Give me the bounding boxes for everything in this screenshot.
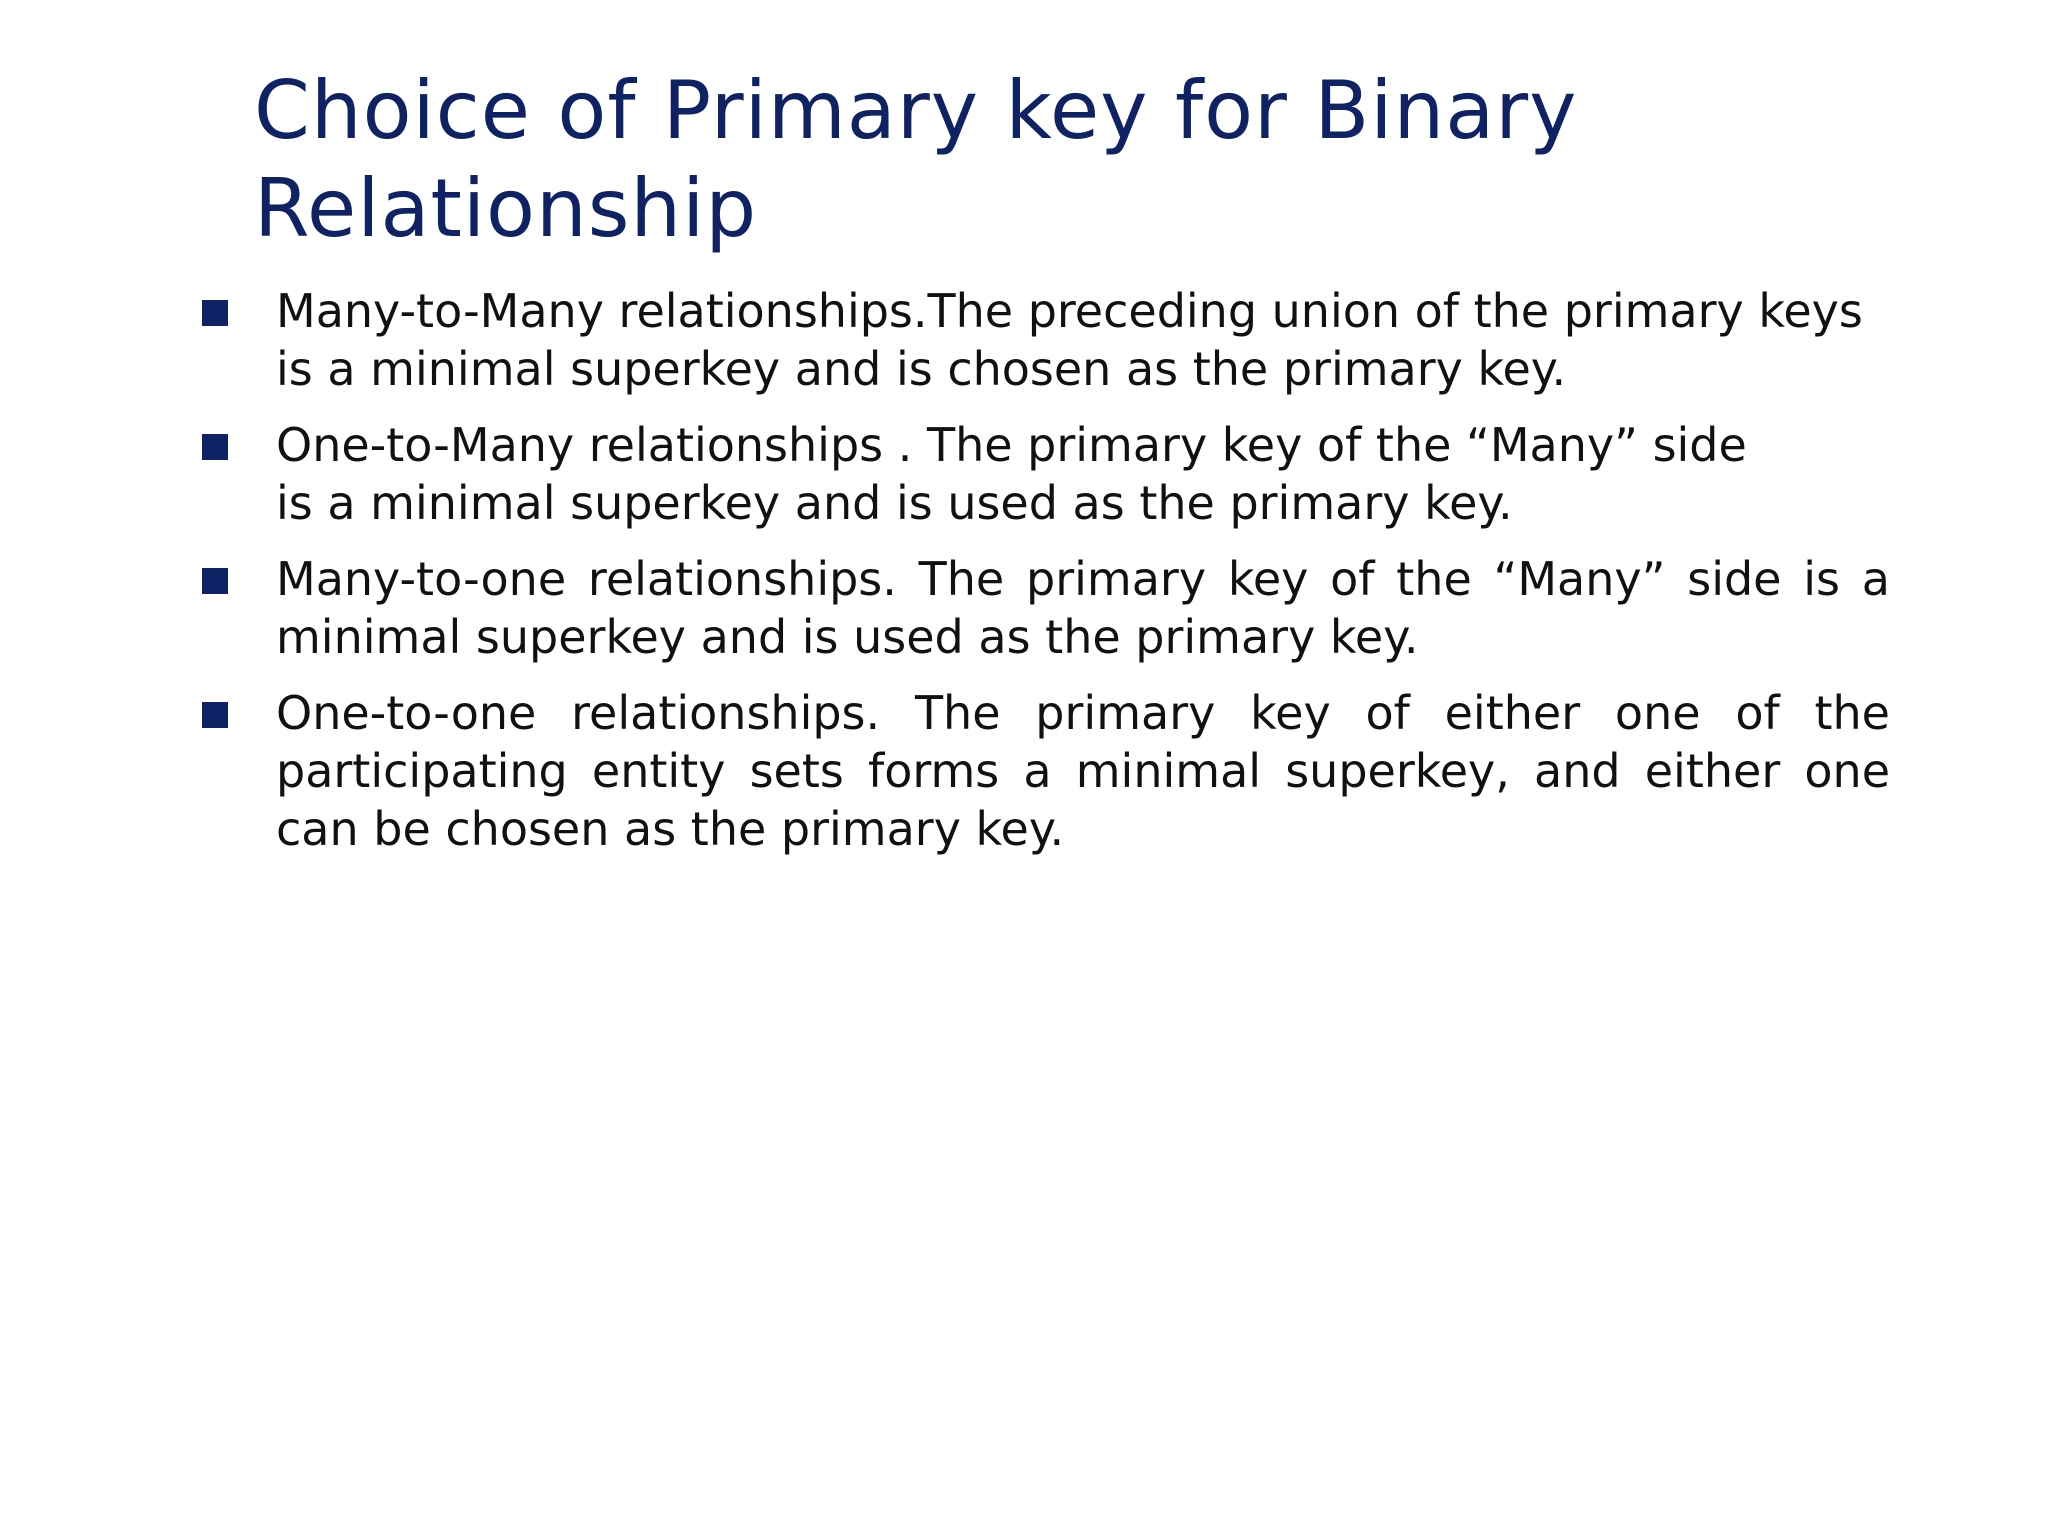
square-bullet-icon	[202, 702, 228, 728]
square-bullet-icon	[202, 434, 228, 460]
bullet-text: Many-to-one relationships. The primary key of the “Many” side is a minimal superkey and is used as the primary key.	[276, 552, 1890, 664]
bullet-item	[200, 684, 1890, 858]
bullet-item	[200, 282, 1890, 398]
bullet-text: One-to-Many relationships . The primary key of the “Many” side is a minimal superkey and is used as the primary key.	[276, 418, 1747, 530]
bullet-text: Many-to-Many relationships.The preceding union of the primary keys is a minimal superkey and is chosen as the primary key.	[276, 284, 1863, 396]
bullet-text: One-to-one relationships. The primary key of either one of the participating entity sets forms a minimal superkey, and either one can be chosen as the primary key.	[276, 686, 1890, 856]
slide-title: Choice of Primary key for Binary Relationship	[254, 64, 1578, 255]
square-bullet-icon	[202, 568, 228, 594]
bullet-list	[200, 282, 1890, 876]
bullet-item	[200, 416, 1890, 532]
bullet-item	[200, 550, 1890, 666]
square-bullet-icon	[202, 300, 228, 326]
